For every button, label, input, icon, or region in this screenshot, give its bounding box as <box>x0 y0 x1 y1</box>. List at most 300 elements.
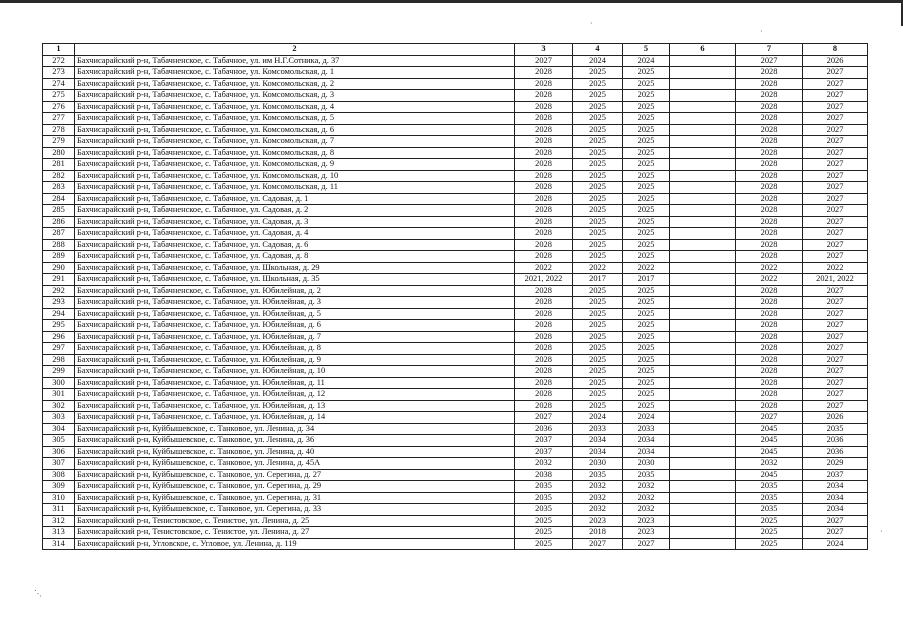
year-col-8-cell: 2027 <box>803 216 868 228</box>
row-number-cell: 279 <box>43 136 75 148</box>
year-col-6-cell <box>670 320 736 332</box>
year-col-4-cell: 2025 <box>573 182 623 194</box>
year-col-4-cell: 2025 <box>573 147 623 159</box>
address-cell: Бахчисарайский р-н, Табачненское, с. Табачное, ул. Юбилейная, д. 3 <box>75 297 515 309</box>
scan-speck: · <box>590 19 593 28</box>
year-col-8-cell: 2027 <box>803 78 868 90</box>
year-col-5-cell: 2024 <box>623 412 670 424</box>
year-col-7-cell: 2028 <box>736 147 803 159</box>
year-col-7-cell: 2028 <box>736 297 803 309</box>
table-row <box>43 147 868 159</box>
table-row <box>43 492 868 504</box>
year-col-8-cell: 2027 <box>803 331 868 343</box>
year-col-5-cell: 2034 <box>623 446 670 458</box>
year-col-4-cell: 2018 <box>573 527 623 539</box>
row-number-cell: 281 <box>43 159 75 171</box>
year-col-5-cell: 2025 <box>623 147 670 159</box>
year-col-4-cell: 2025 <box>573 205 623 217</box>
year-col-5-cell: 2025 <box>623 216 670 228</box>
address-cell: Бахчисарайский р-н, Табачненское, с. Табачное, ул. Садовая, д. 6 <box>75 239 515 251</box>
table-row <box>43 469 868 481</box>
table-row <box>43 308 868 320</box>
address-cell: Бахчисарайский р-н, Табачненское, с. Табачное, ул. Комсомольская, д. 9 <box>75 159 515 171</box>
table-row <box>43 182 868 194</box>
year-col-3-cell: 2037 <box>515 435 573 447</box>
row-number-cell: 303 <box>43 412 75 424</box>
year-col-8-cell: 2027 <box>803 343 868 355</box>
year-col-8-cell: 2036 <box>803 435 868 447</box>
year-col-3-cell: 2028 <box>515 297 573 309</box>
address-cell: Бахчисарайский р-н, Куйбышевское, с. Танковое, ул. Ленина, д. 45А <box>75 458 515 470</box>
year-col-7-cell: 2045 <box>736 423 803 435</box>
year-col-8-cell: 2027 <box>803 136 868 148</box>
year-col-4-cell: 2025 <box>573 331 623 343</box>
address-cell: Бахчисарайский р-н, Тенистовское, с. Тенистое, ул. Ленина, д. 27 <box>75 527 515 539</box>
row-number-cell: 273 <box>43 67 75 79</box>
address-cell: Бахчисарайский р-н, Табачненское, с. Табачное, ул. Школьная, д. 35 <box>75 274 515 286</box>
row-number-cell: 285 <box>43 205 75 217</box>
address-cell: Бахчисарайский р-н, Табачненское, с. Табачное, ул. Юбилейная, д. 2 <box>75 285 515 297</box>
row-number-cell: 314 <box>43 538 75 550</box>
year-col-8-cell: 2027 <box>803 285 868 297</box>
table-row <box>43 515 868 527</box>
table-row <box>43 435 868 447</box>
year-col-5-cell: 2025 <box>623 331 670 343</box>
row-number-cell: 299 <box>43 366 75 378</box>
address-cell: Бахчисарайский р-н, Табачненское, с. Табачное, ул. Юбилейная, д. 9 <box>75 354 515 366</box>
year-col-4-cell: 2025 <box>573 297 623 309</box>
row-number-cell: 272 <box>43 55 75 67</box>
year-col-4-cell: 2032 <box>573 492 623 504</box>
column-number-cell: 3 <box>515 44 573 56</box>
table-row <box>43 239 868 251</box>
address-cell: Бахчисарайский р-н, Табачненское, с. Табачное, ул. Юбилейная, д. 8 <box>75 343 515 355</box>
year-col-5-cell: 2025 <box>623 400 670 412</box>
table-row <box>43 285 868 297</box>
table-row <box>43 354 868 366</box>
year-col-3-cell: 2028 <box>515 308 573 320</box>
row-number-cell: 278 <box>43 124 75 136</box>
row-number-cell: 287 <box>43 228 75 240</box>
address-cell: Бахчисарайский р-н, Табачненское, с. Табачное, ул. Комсомольская, д. 10 <box>75 170 515 182</box>
year-col-8-cell: 2022 <box>803 262 868 274</box>
year-col-8-cell: 2037 <box>803 469 868 481</box>
row-number-cell: 292 <box>43 285 75 297</box>
year-col-6-cell <box>670 515 736 527</box>
address-cell: Бахчисарайский р-н, Угловское, с. Угловое, ул. Ленина, д. 119 <box>75 538 515 550</box>
year-col-4-cell: 2025 <box>573 320 623 332</box>
column-number-row <box>43 44 868 56</box>
column-number-cell: 7 <box>736 44 803 56</box>
year-col-3-cell: 2028 <box>515 366 573 378</box>
year-col-4-cell: 2025 <box>573 216 623 228</box>
year-col-6-cell <box>670 423 736 435</box>
year-col-7-cell: 2028 <box>736 377 803 389</box>
address-cell: Бахчисарайский р-н, Табачненское, с. Табачное, ул. Комсомольская, д. 11 <box>75 182 515 194</box>
table-row <box>43 159 868 171</box>
year-col-8-cell: 2027 <box>803 101 868 113</box>
year-col-8-cell: 2027 <box>803 159 868 171</box>
table-row <box>43 423 868 435</box>
address-cell: Бахчисарайский р-н, Тенистовское, с. Тенистое, ул. Ленина, д. 25 <box>75 515 515 527</box>
year-col-8-cell: 2027 <box>803 377 868 389</box>
year-col-4-cell: 2027 <box>573 538 623 550</box>
year-col-8-cell: 2027 <box>803 170 868 182</box>
address-cell: Бахчисарайский р-н, Куйбышевское, с. Танковое, ул. Ленина, д. 34 <box>75 423 515 435</box>
year-col-4-cell: 2025 <box>573 90 623 102</box>
year-col-3-cell: 2028 <box>515 124 573 136</box>
year-col-4-cell: 2025 <box>573 124 623 136</box>
year-col-5-cell: 2025 <box>623 78 670 90</box>
year-col-8-cell: 2021, 2022 <box>803 274 868 286</box>
column-number-cell: 8 <box>803 44 868 56</box>
address-cell: Бахчисарайский р-н, Табачненское, с. Табачное, ул. Садовая, д. 3 <box>75 216 515 228</box>
year-col-8-cell: 2026 <box>803 412 868 424</box>
address-cell: Бахчисарайский р-н, Куйбышевское, с. Танковое, ул. Серегина, д. 27 <box>75 469 515 481</box>
year-col-5-cell: 2025 <box>623 101 670 113</box>
year-col-5-cell: 2025 <box>623 182 670 194</box>
year-col-7-cell: 2025 <box>736 538 803 550</box>
year-col-5-cell: 2023 <box>623 527 670 539</box>
scan-speck: · <box>880 527 883 536</box>
year-col-5-cell: 2024 <box>623 55 670 67</box>
year-col-4-cell: 2025 <box>573 354 623 366</box>
year-col-3-cell: 2028 <box>515 228 573 240</box>
address-cell: Бахчисарайский р-н, Табачненское, с. Табачное, ул. Комсомольская, д. 5 <box>75 113 515 125</box>
year-col-3-cell: 2025 <box>515 538 573 550</box>
year-col-7-cell: 2025 <box>736 527 803 539</box>
year-col-3-cell: 2028 <box>515 320 573 332</box>
year-col-8-cell: 2027 <box>803 251 868 263</box>
address-cell: Бахчисарайский р-н, Табачненское, с. Табачное, ул. Юбилейная, д. 10 <box>75 366 515 378</box>
year-col-6-cell <box>670 262 736 274</box>
year-col-5-cell: 2032 <box>623 492 670 504</box>
year-col-6-cell <box>670 182 736 194</box>
row-number-cell: 295 <box>43 320 75 332</box>
row-number-cell: 282 <box>43 170 75 182</box>
year-col-3-cell: 2038 <box>515 469 573 481</box>
year-col-6-cell <box>670 124 736 136</box>
year-col-6-cell <box>670 308 736 320</box>
scan-edge-top <box>0 0 903 3</box>
row-number-cell: 310 <box>43 492 75 504</box>
year-col-5-cell: 2025 <box>623 228 670 240</box>
year-col-3-cell: 2028 <box>515 170 573 182</box>
column-number-cell: 5 <box>623 44 670 56</box>
year-col-6-cell <box>670 377 736 389</box>
year-col-8-cell: 2027 <box>803 389 868 401</box>
year-col-7-cell: 2028 <box>736 308 803 320</box>
year-col-7-cell: 2028 <box>736 159 803 171</box>
year-col-6-cell <box>670 481 736 493</box>
table-row <box>43 538 868 550</box>
year-col-3-cell: 2035 <box>515 492 573 504</box>
row-number-cell: 306 <box>43 446 75 458</box>
row-number-cell: 297 <box>43 343 75 355</box>
year-col-6-cell <box>670 113 736 125</box>
year-col-6-cell <box>670 458 736 470</box>
year-col-4-cell: 2035 <box>573 469 623 481</box>
table-row <box>43 366 868 378</box>
year-col-3-cell: 2025 <box>515 527 573 539</box>
year-col-5-cell: 2023 <box>623 515 670 527</box>
year-col-3-cell: 2028 <box>515 101 573 113</box>
year-col-7-cell: 2022 <box>736 274 803 286</box>
table-row <box>43 170 868 182</box>
year-col-4-cell: 2033 <box>573 423 623 435</box>
year-col-6-cell <box>670 67 736 79</box>
table-row <box>43 297 868 309</box>
year-col-7-cell: 2028 <box>736 205 803 217</box>
year-col-5-cell: 2025 <box>623 354 670 366</box>
row-number-cell: 301 <box>43 389 75 401</box>
year-col-3-cell: 2028 <box>515 389 573 401</box>
table-row <box>43 251 868 263</box>
year-col-7-cell: 2028 <box>736 216 803 228</box>
row-number-cell: 302 <box>43 400 75 412</box>
address-cell: Бахчисарайский р-н, Табачненское, с. Табачное, ул. Комсомольская, д. 4 <box>75 101 515 113</box>
year-col-7-cell: 2028 <box>736 331 803 343</box>
year-col-6-cell <box>670 193 736 205</box>
address-cell: Бахчисарайский р-н, Табачненское, с. Табачное, ул. Садовая, д. 1 <box>75 193 515 205</box>
year-col-8-cell: 2027 <box>803 113 868 125</box>
year-col-7-cell: 2028 <box>736 90 803 102</box>
year-col-7-cell: 2027 <box>736 412 803 424</box>
address-cell: Бахчисарайский р-н, Куйбышевское, с. Танковое, ул. Ленина, д. 36 <box>75 435 515 447</box>
year-col-4-cell: 2034 <box>573 435 623 447</box>
year-col-7-cell: 2028 <box>736 101 803 113</box>
table-row <box>43 55 868 67</box>
row-number-cell: 294 <box>43 308 75 320</box>
year-col-7-cell: 2045 <box>736 469 803 481</box>
row-number-cell: 311 <box>43 504 75 516</box>
year-col-3-cell: 2035 <box>515 504 573 516</box>
year-col-5-cell: 2035 <box>623 469 670 481</box>
table-row <box>43 205 868 217</box>
year-col-7-cell: 2028 <box>736 193 803 205</box>
table-row <box>43 458 868 470</box>
address-cell: Бахчисарайский р-н, Табачненское, с. Табачное, ул. Комсомольская, д. 2 <box>75 78 515 90</box>
year-col-3-cell: 2028 <box>515 78 573 90</box>
year-col-3-cell: 2028 <box>515 205 573 217</box>
year-col-4-cell: 2025 <box>573 343 623 355</box>
year-col-6-cell <box>670 504 736 516</box>
year-col-3-cell: 2028 <box>515 182 573 194</box>
year-col-6-cell <box>670 527 736 539</box>
year-col-4-cell: 2025 <box>573 136 623 148</box>
year-col-8-cell: 2036 <box>803 446 868 458</box>
year-col-3-cell: 2028 <box>515 343 573 355</box>
address-cell: Бахчисарайский р-н, Табачненское, с. Табачное, ул. Юбилейная, д. 7 <box>75 331 515 343</box>
year-col-4-cell: 2025 <box>573 377 623 389</box>
table-row <box>43 193 868 205</box>
row-number-cell: 275 <box>43 90 75 102</box>
year-col-3-cell: 2028 <box>515 377 573 389</box>
year-col-7-cell: 2032 <box>736 458 803 470</box>
year-col-6-cell <box>670 285 736 297</box>
table-row <box>43 228 868 240</box>
row-number-cell: 298 <box>43 354 75 366</box>
table-row <box>43 377 868 389</box>
year-col-7-cell: 2028 <box>736 343 803 355</box>
address-cell: Бахчисарайский р-н, Табачненское, с. Табачное, ул. Комсомольская, д. 6 <box>75 124 515 136</box>
year-col-6-cell <box>670 435 736 447</box>
table-row <box>43 67 868 79</box>
row-number-cell: 296 <box>43 331 75 343</box>
year-col-3-cell: 2028 <box>515 331 573 343</box>
year-col-5-cell: 2025 <box>623 90 670 102</box>
table-body <box>43 55 868 550</box>
year-col-8-cell: 2027 <box>803 366 868 378</box>
year-col-5-cell: 2025 <box>623 113 670 125</box>
year-col-4-cell: 2032 <box>573 504 623 516</box>
address-cell: Бахчисарайский р-н, Табачненское, с. Табачное, ул. Юбилейная, д. 14 <box>75 412 515 424</box>
scan-speck: · <box>760 27 763 36</box>
year-col-6-cell <box>670 239 736 251</box>
year-col-8-cell: 2027 <box>803 228 868 240</box>
address-cell: Бахчисарайский р-н, Табачненское, с. Табачное, ул. им Н.Г.Сотника, д. 37 <box>75 55 515 67</box>
year-col-5-cell: 2025 <box>623 136 670 148</box>
year-col-3-cell: 2037 <box>515 446 573 458</box>
year-col-4-cell: 2025 <box>573 239 623 251</box>
year-col-6-cell <box>670 446 736 458</box>
year-col-7-cell: 2028 <box>736 366 803 378</box>
year-col-3-cell: 2035 <box>515 481 573 493</box>
address-cell: Бахчисарайский р-н, Табачненское, с. Табачное, ул. Комсомольская, д. 3 <box>75 90 515 102</box>
year-col-5-cell: 2025 <box>623 170 670 182</box>
year-col-3-cell: 2027 <box>515 55 573 67</box>
year-col-6-cell <box>670 274 736 286</box>
address-cell: Бахчисарайский р-н, Табачненское, с. Табачное, ул. Комсомольская, д. 8 <box>75 147 515 159</box>
table-row <box>43 136 868 148</box>
year-col-7-cell: 2035 <box>736 492 803 504</box>
year-col-7-cell: 2028 <box>736 228 803 240</box>
year-col-5-cell: 2025 <box>623 389 670 401</box>
column-number-cell: 6 <box>670 44 736 56</box>
year-col-8-cell: 2034 <box>803 504 868 516</box>
year-col-3-cell: 2028 <box>515 67 573 79</box>
year-col-5-cell: 2025 <box>623 285 670 297</box>
year-col-4-cell: 2022 <box>573 262 623 274</box>
scan-speck: ⋱ <box>34 589 42 598</box>
year-col-5-cell: 2025 <box>623 67 670 79</box>
year-col-8-cell: 2029 <box>803 458 868 470</box>
table-row <box>43 400 868 412</box>
year-col-3-cell: 2021, 2022 <box>515 274 573 286</box>
row-number-cell: 308 <box>43 469 75 481</box>
year-col-6-cell <box>670 297 736 309</box>
year-col-5-cell: 2025 <box>623 377 670 389</box>
year-col-6-cell <box>670 216 736 228</box>
table-row <box>43 101 868 113</box>
address-cell: Бахчисарайский р-н, Табачненское, с. Табачное, ул. Садовая, д. 2 <box>75 205 515 217</box>
row-number-cell: 283 <box>43 182 75 194</box>
year-col-3-cell: 2028 <box>515 400 573 412</box>
row-number-cell: 276 <box>43 101 75 113</box>
row-number-cell: 293 <box>43 297 75 309</box>
year-col-5-cell: 2032 <box>623 504 670 516</box>
year-col-6-cell <box>670 343 736 355</box>
year-col-3-cell: 2028 <box>515 159 573 171</box>
year-col-7-cell: 2028 <box>736 182 803 194</box>
year-col-8-cell: 2027 <box>803 239 868 251</box>
year-col-5-cell: 2025 <box>623 343 670 355</box>
year-col-8-cell: 2027 <box>803 308 868 320</box>
year-col-8-cell: 2034 <box>803 492 868 504</box>
table-row <box>43 113 868 125</box>
row-number-cell: 277 <box>43 113 75 125</box>
year-col-8-cell: 2027 <box>803 90 868 102</box>
year-col-8-cell: 2027 <box>803 354 868 366</box>
table-row <box>43 446 868 458</box>
year-col-8-cell: 2027 <box>803 205 868 217</box>
year-col-4-cell: 2032 <box>573 481 623 493</box>
year-col-8-cell: 2027 <box>803 124 868 136</box>
year-col-6-cell <box>670 400 736 412</box>
year-col-7-cell: 2028 <box>736 400 803 412</box>
year-col-7-cell: 2028 <box>736 136 803 148</box>
year-col-4-cell: 2025 <box>573 228 623 240</box>
address-cell: Бахчисарайский р-н, Табачненское, с. Табачное, ул. Юбилейная, д. 6 <box>75 320 515 332</box>
table-row <box>43 527 868 539</box>
row-number-cell: 307 <box>43 458 75 470</box>
year-col-7-cell: 2028 <box>736 251 803 263</box>
year-col-6-cell <box>670 251 736 263</box>
address-cell: Бахчисарайский р-н, Табачненское, с. Табачное, ул. Юбилейная, д. 11 <box>75 377 515 389</box>
year-col-4-cell: 2025 <box>573 366 623 378</box>
year-col-3-cell: 2032 <box>515 458 573 470</box>
year-col-3-cell: 2025 <box>515 515 573 527</box>
year-col-8-cell: 2027 <box>803 67 868 79</box>
row-number-cell: 284 <box>43 193 75 205</box>
year-col-4-cell: 2025 <box>573 78 623 90</box>
year-col-8-cell: 2027 <box>803 147 868 159</box>
year-col-5-cell: 2025 <box>623 308 670 320</box>
table-row <box>43 262 868 274</box>
row-number-cell: 313 <box>43 527 75 539</box>
year-col-6-cell <box>670 78 736 90</box>
year-col-8-cell: 2027 <box>803 400 868 412</box>
year-col-4-cell: 2024 <box>573 412 623 424</box>
address-cell: Бахчисарайский р-н, Табачненское, с. Табачное, ул. Садовая, д. 8 <box>75 251 515 263</box>
row-number-cell: 290 <box>43 262 75 274</box>
year-col-8-cell: 2027 <box>803 527 868 539</box>
year-col-8-cell: 2035 <box>803 423 868 435</box>
year-col-5-cell: 2025 <box>623 124 670 136</box>
table-row <box>43 124 868 136</box>
year-col-7-cell: 2028 <box>736 170 803 182</box>
row-number-cell: 288 <box>43 239 75 251</box>
address-cell: Бахчисарайский р-н, Куйбышевское, с. Танковое, ул. Ленина, д. 40 <box>75 446 515 458</box>
year-col-7-cell: 2027 <box>736 55 803 67</box>
year-col-7-cell: 2025 <box>736 515 803 527</box>
year-col-6-cell <box>670 354 736 366</box>
year-col-4-cell: 2025 <box>573 170 623 182</box>
year-col-7-cell: 2028 <box>736 113 803 125</box>
year-col-5-cell: 2030 <box>623 458 670 470</box>
year-col-3-cell: 2027 <box>515 412 573 424</box>
year-col-8-cell: 2027 <box>803 182 868 194</box>
year-col-7-cell: 2045 <box>736 446 803 458</box>
year-col-7-cell: 2028 <box>736 354 803 366</box>
year-col-4-cell: 2025 <box>573 308 623 320</box>
year-col-8-cell: 2027 <box>803 320 868 332</box>
table-row <box>43 504 868 516</box>
year-col-6-cell <box>670 412 736 424</box>
year-col-7-cell: 2035 <box>736 481 803 493</box>
year-col-4-cell: 2025 <box>573 193 623 205</box>
year-col-7-cell: 2028 <box>736 78 803 90</box>
